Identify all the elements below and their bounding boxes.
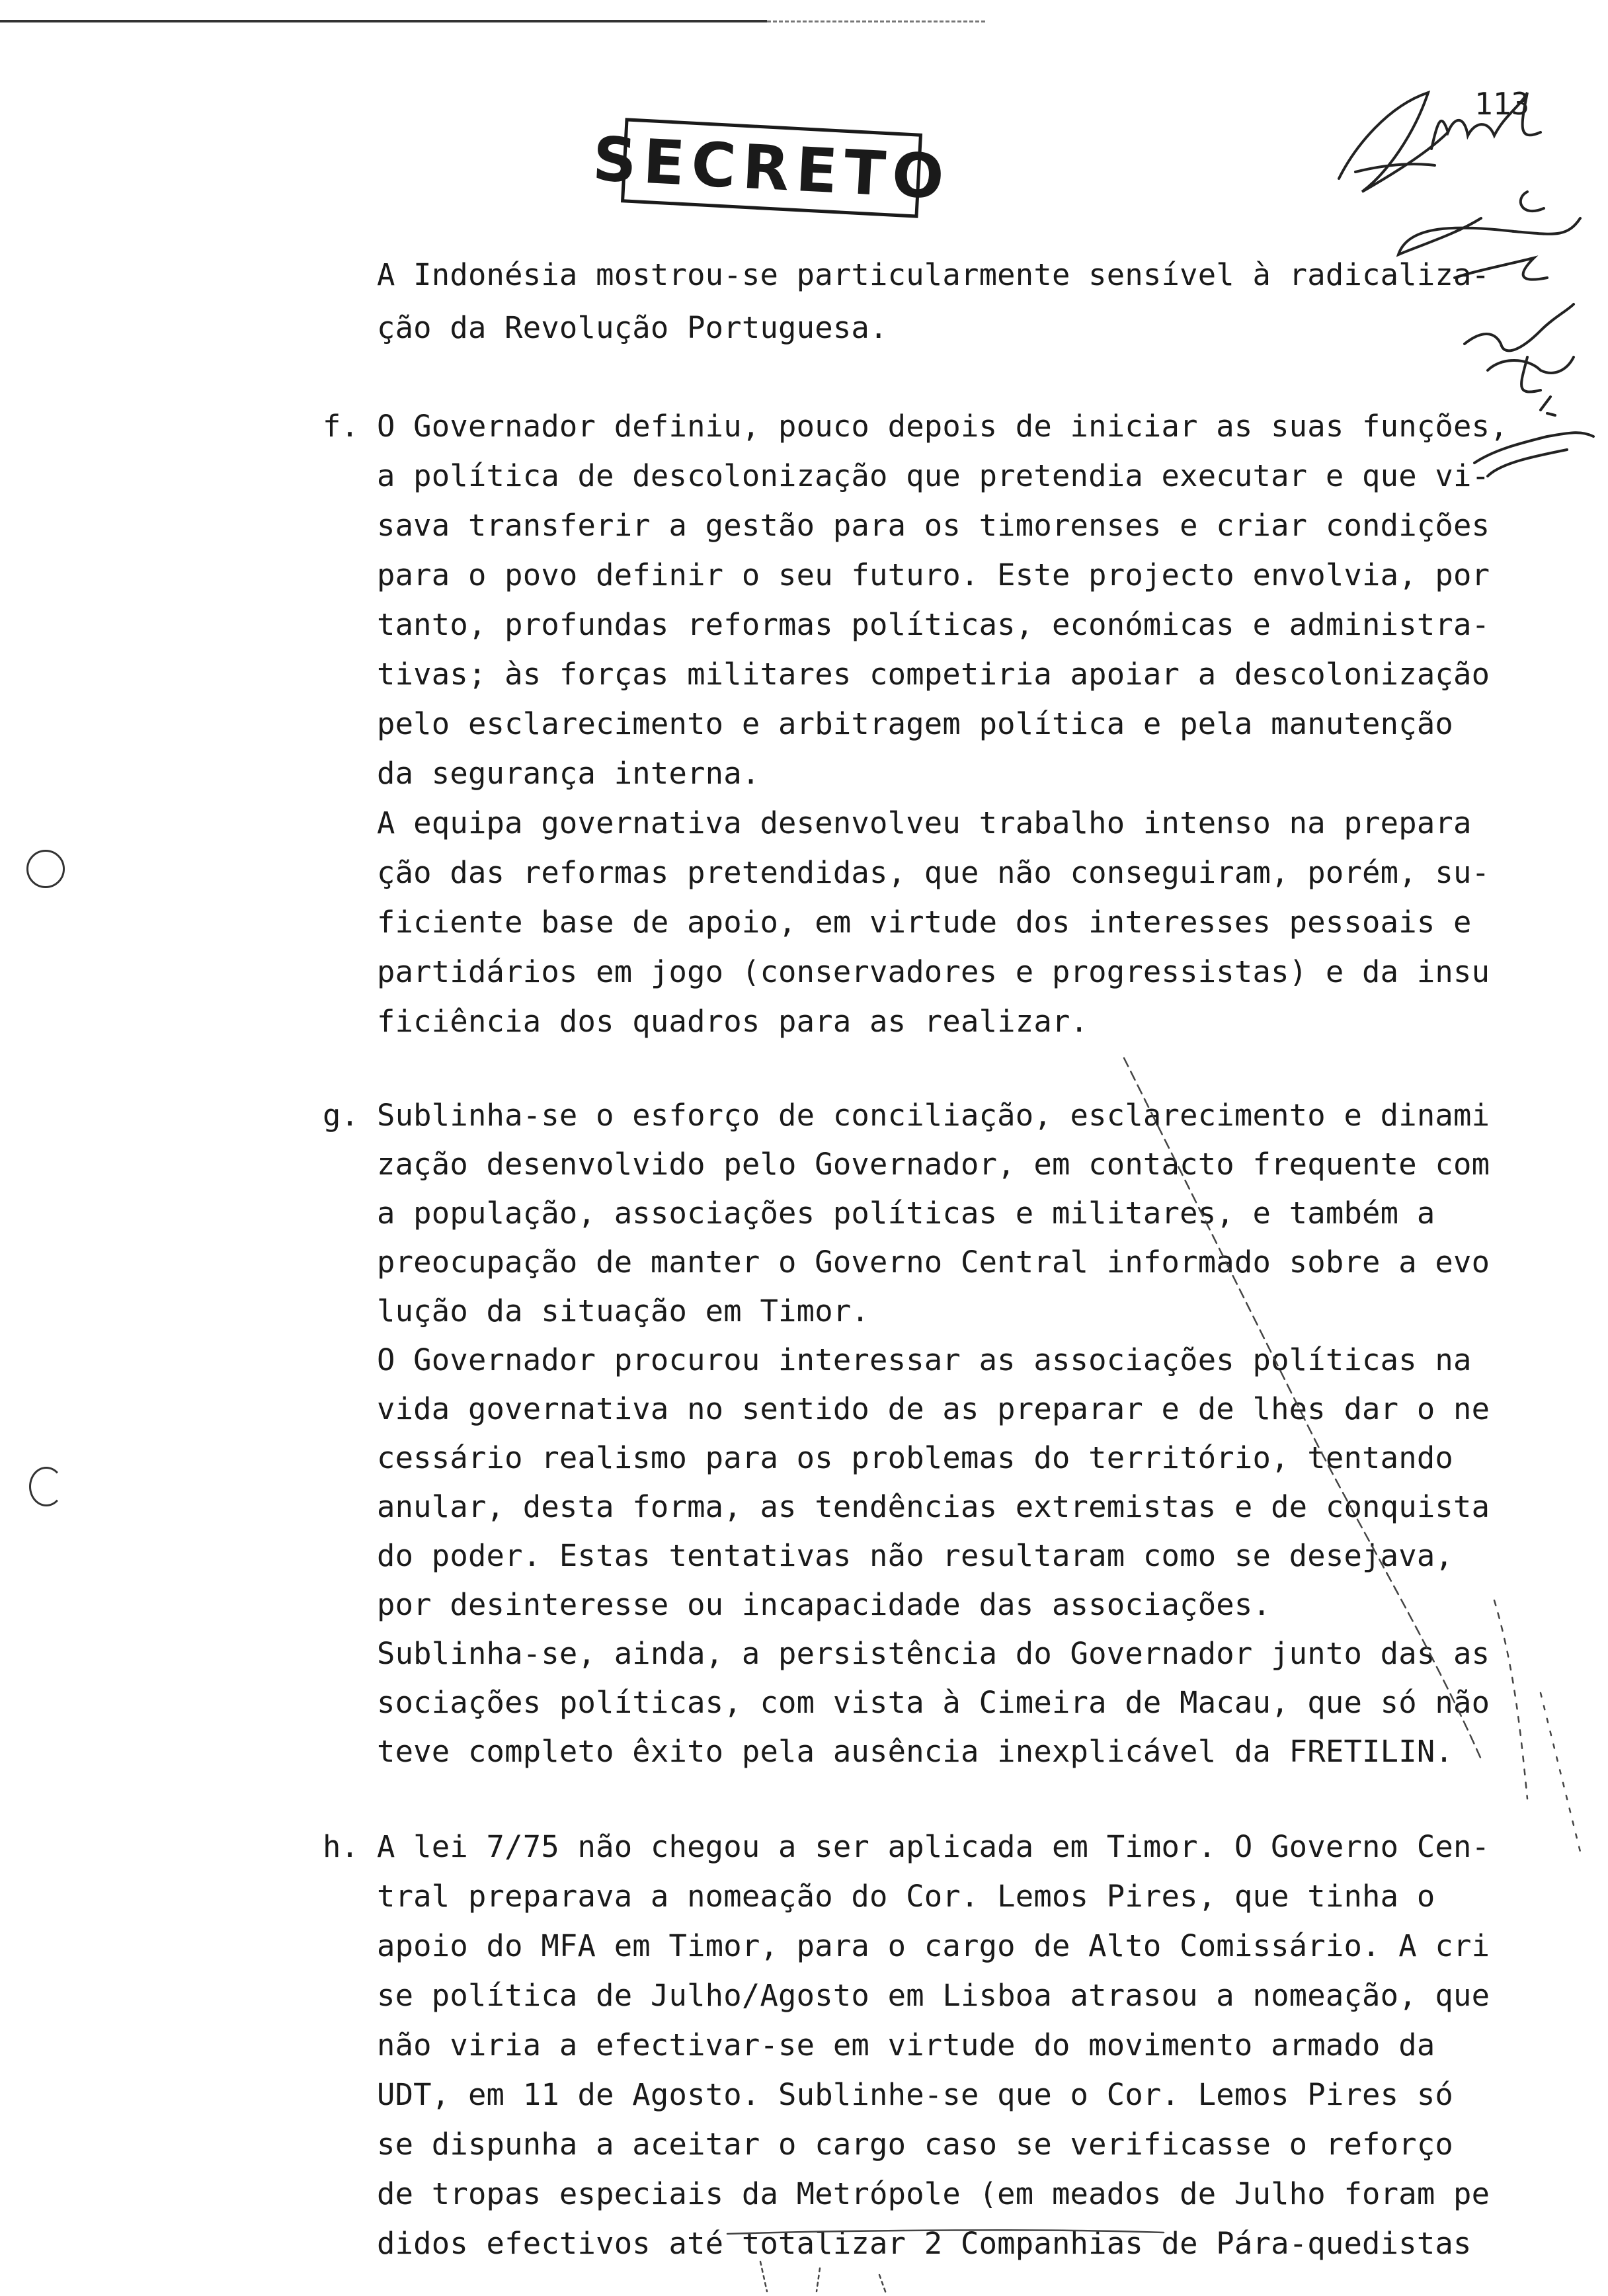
- text-line: preocupação de manter o Governo Central informado sobre a evo: [377, 1245, 1490, 1280]
- text-line: vida governativa no sentido de as preparar e de lhes dar o ne: [377, 1391, 1490, 1426]
- text-line: do poder. Estas tentativas não resultaram como se desejava,: [377, 1538, 1454, 1573]
- text-line: didos efectivos até totalizar 2 Companhias de Pára-quedistas: [377, 2226, 1472, 2261]
- text-line: ficiente base de apoio, em virtude dos interesses pessoais e: [377, 905, 1472, 940]
- text-line: anular, desta forma, as tendências extremistas e de conquista: [377, 1489, 1490, 1524]
- text-line: apoio do MFA em Timor, para o cargo de Alto Comissário. A cri: [377, 1928, 1490, 1963]
- text-line: a política de descolonização que pretendia executar e que vi-: [377, 458, 1490, 493]
- text-line: A lei 7/75 não chegou a ser aplicada em Timor. O Governo Cen-: [377, 1829, 1490, 1864]
- text-line: a população, associações políticas e militares, e também a: [377, 1196, 1435, 1231]
- text-line: de tropas especiais da Metrópole (em meados de Julho foram pe: [377, 2176, 1490, 2211]
- text-line: não viria a efectivar-se em virtude do movimento armado da: [377, 2028, 1435, 2063]
- text-line: lução da situação em Timor.: [377, 1293, 870, 1329]
- text-line: cessário realismo para os problemas do território, tentando: [377, 1440, 1454, 1475]
- text-line: se política de Julho/Agosto em Lisboa atrasou a nomeação, que: [377, 1978, 1490, 2013]
- text-line: da segurança interna.: [377, 756, 760, 791]
- paragraph-label-g: g.: [323, 1098, 359, 1133]
- text-line: O Governador procurou interessar as associações políticas na: [377, 1342, 1472, 1377]
- text-line: teve completo êxito pela ausência inexplicável da FRETILIN.: [377, 1734, 1454, 1769]
- paragraph-label-h: h.: [323, 1829, 359, 1864]
- text-line: Sublinha-se o esforço de conciliação, esclarecimento e dinami: [377, 1098, 1490, 1133]
- text-line: tivas; às forças militares competiria apoiar a descolonização: [377, 657, 1490, 692]
- text-line: por desinteresse ou incapacidade das associações.: [377, 1587, 1271, 1622]
- text-line: zação desenvolvido pelo Governador, em contacto frequente com: [377, 1147, 1490, 1182]
- text-line: para o povo definir o seu futuro. Este projecto envolvia, por: [377, 557, 1490, 593]
- text-line: sava transferir a gestão para os timorenses e criar condições: [377, 508, 1490, 543]
- text-line: partidários em jogo (conservadores e progressistas) e da insu: [377, 954, 1490, 989]
- text-line: tral preparava a nomeação do Cor. Lemos Pires, que tinha o: [377, 1879, 1435, 1914]
- text-line: ção das reformas pretendidas, que não conseguiram, porém, su-: [377, 855, 1490, 890]
- text-line: ção da Revolução Portuguesa.: [377, 310, 888, 345]
- text-line: ficiência dos quadros para as realizar.: [377, 1004, 1089, 1039]
- text-line: O Governador definiu, pouco depois de iniciar as suas funções,: [377, 409, 1508, 444]
- text-line: sociações políticas, com vista à Cimeira de Macau, que só não: [377, 1685, 1490, 1720]
- text-line: tanto, profundas reformas políticas, económicas e administra-: [377, 607, 1490, 642]
- text-line: Sublinha-se, ainda, a persistência do Governador junto das as: [377, 1636, 1490, 1671]
- paragraph-label-f: f.: [323, 409, 359, 444]
- text-line: pelo esclarecimento e arbitragem política e pela manutenção: [377, 706, 1454, 741]
- text-line: A equipa governativa desenvolveu trabalho intenso na prepara: [377, 805, 1472, 840]
- text-line: UDT, em 11 de Agosto. Sublinhe-se que o Cor. Lemos Pires só: [377, 2077, 1454, 2112]
- text-line: A Indonésia mostrou-se particularmente sensível à radicaliza-: [377, 257, 1490, 292]
- secret-stamp: SECRETO: [621, 118, 922, 218]
- page-number: 113: [1474, 86, 1530, 122]
- text-line: se dispunha a aceitar o cargo caso se verificasse o reforço: [377, 2127, 1454, 2162]
